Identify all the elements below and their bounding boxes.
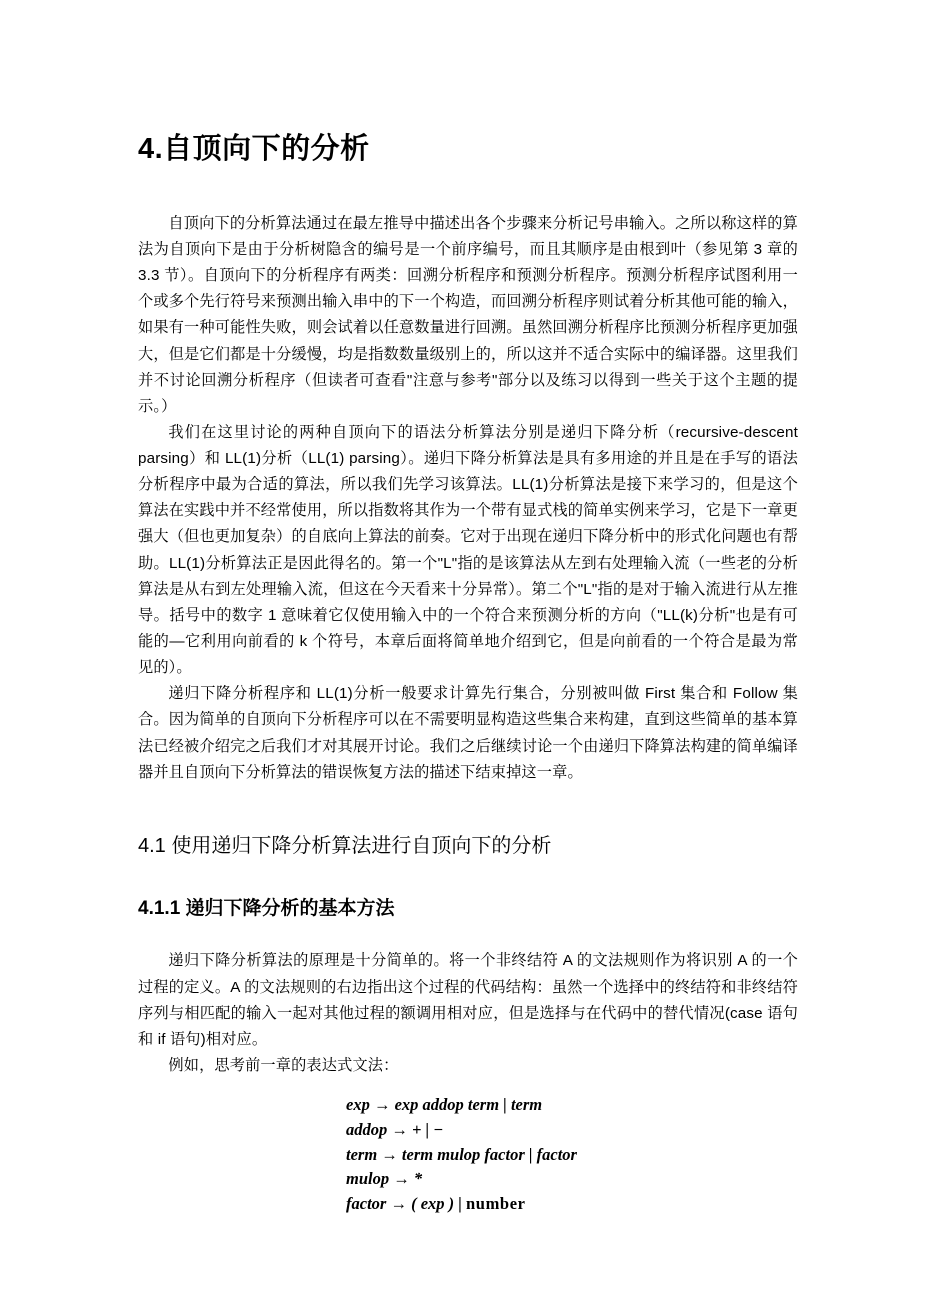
grammar-rule-exp: exp → exp addop term | term — [346, 1095, 543, 1115]
section-title-4-1: 4.1 使用递归下降分析算法进行自顶向下的分析 — [138, 834, 552, 857]
chapter-title: 4.自顶向下的分析 — [138, 133, 370, 165]
subsection-title-4-1-1: 4.1.1 递归下降分析的基本方法 — [138, 897, 395, 919]
grammar-block — [138, 1093, 798, 1217]
page-content — [138, 132, 798, 1217]
grammar-rule-factor — [346, 1192, 798, 1217]
paragraph-intro-3: 递归下降分析程序和 LL(1)分析一般要求计算先行集合，分别被叫做 First 集合和 Follow 集合。因为简单的自顶向下分析程序可以在不需要明显构造这些集合来构建，直到这些简单的基本算法已经被介绍完之后我们才对其展开讨论。我们之后继续讨论一个由递归下降算法构建的简单编译器并且自顶向下分析算法的错误恢复方法的描述下结束掉这一章。 — [138, 685, 798, 781]
grammar-rule-factor-text: factor → ( exp ) | — [346, 1194, 467, 1214]
grammar-rule-term: term → term mulop factor | factor — [346, 1144, 577, 1164]
paragraph-intro-2: 我们在这里讨论的两种自顶向下的语法分析算法分别是递归下降分析（recursive-descent parsing）和 LL(1)分析（LL(1) parsing）。递归下降分析算法是具有多用途的并且是在手写的语法分析程序中最为合适的算法，所以我们先学习该算法。LL(1)分析算法是接下来学习的，但是这个算法在实践中并不经常使用，所以指数将其作为一个带有显式栈的简单实例来学习，它是下一章更强大（但也更加复杂）的自底向上算法的前奏。它对于出现在递归下降分析中的形式化问题也有帮助。LL(1)分析算法正是因此得名的。第一个"L"指的是该算法从左到右处理输入流（一些老的分析算法是从右到左处理输入流，但这在今天看来十分异常）。第二个"L"指的是对于输入流进行从左推导。括号中的数字 1 意味着它仅使用输入中的一个符合来预测分析的方向（"LL(k)分析"也是有可能的—它利用向前看的 k 个符号，本章后面将简单地介绍到它，但是向前看的一个符合是最为常见的）。 — [138, 423, 798, 677]
grammar-rule-addop: addop → + | − — [346, 1119, 444, 1139]
paragraph-sub-1: 递归下降分析算法的原理是十分简单的。将一个非终结符 A 的文法规则作为将识别 A 的一个过程的定义。A 的文法规则的右边指出这个过程的代码结构：虽然一个选择中的终结符和非终结符序列与相匹配的输入一起对其他过程的额调用相对应，但是选择与在代码中的替代情况(case 语句和 if 语句)相对应。 — [138, 952, 798, 1048]
grammar-token-number: number — [466, 1194, 526, 1214]
grammar-rule-mulop: mulop → * — [346, 1169, 423, 1189]
paragraph-intro-1: 自顶向下的分析算法通过在最左推导中描述出各个步骤来分析记号串输入。之所以称这样的算法为自顶向下是由于分析树隐含的编号是一个前序编号，而且其顺序是由根到叶（参见第 3 章的 3.3 节）。自顶向下的分析程序有两类：回溯分析程序和预测分析程序。预测分析程序试图利用一个或多个先行符号来预测出输入串中的下一个构造，而回溯分析程序则试着分析其他可能的输入，如果有一种可能性失败，则会试着以任意数量进行回溯。虽然回溯分析程序比预测分析程序更加强大，但是它们都是十分缓慢，均是指数数量级别上的，所以这并不适合实际中的编译器。这里我们并不讨论回溯分析程序（但读者可查看"注意与参考"部分以及练习以得到一些关于这个主题的提示。） — [138, 214, 798, 415]
paragraph-sub-2: 例如，思考前一章的表达式文法： — [168, 1057, 399, 1075]
